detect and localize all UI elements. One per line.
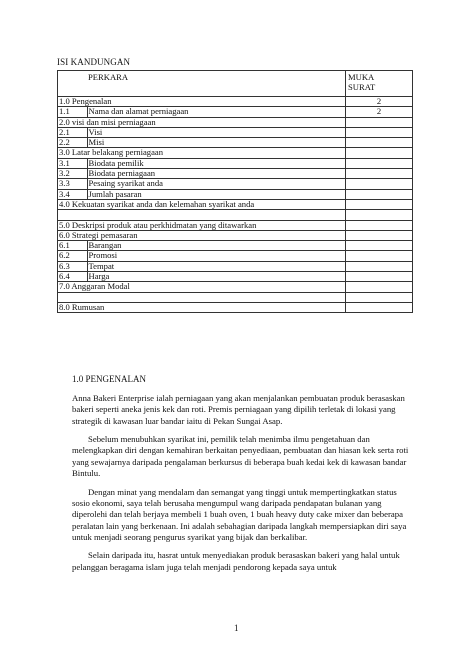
paragraph: Sebelum menubuhkan syarikat ini, pemilik telah menimba ilmu pengetahuan dan melengkapkan diri dengan kemahiran berkaitan penyediaan, pembuatan dan hiasan kek serta roti yang sewajarnya daripada pengalaman berkursus di beberapa buah kedai kek di kawasan bandar Bintulu.: [72, 434, 409, 479]
toc-entry-page: [346, 138, 413, 148]
toc-row: [58, 189, 413, 199]
toc-entry-page: [346, 282, 413, 292]
toc-row: [58, 97, 413, 107]
toc-table: [57, 70, 413, 313]
page-number: 1: [234, 623, 239, 633]
toc-entry-label: 8.0 Rumusan: [58, 302, 346, 312]
toc-entry-number: 3.3: [58, 179, 88, 189]
toc-entry-page: [346, 241, 413, 251]
toc-row: [58, 210, 413, 220]
toc-blank-cell: [58, 210, 346, 220]
toc-entry-label: Promosi: [87, 251, 346, 261]
toc-entry-page: [346, 148, 413, 158]
toc-entry-page: [346, 199, 413, 209]
toc-entry-page: [346, 169, 413, 179]
toc-row: [58, 179, 413, 189]
paragraph: Dengan minat yang mendalam dan semangat yang tinggi untuk mempertingkatkan status sosio ekonomi, saya telah berusaha mengumpul wang daripada pendapatan bulanan yang diperolehi dan telah berjaya membeli 1 buah oven, 1 buah heavy duty cake mixer dan beberapa peralatan lain yang berkenaan. Ini adalah sebahagian daripada langkah mempersiapkan diri saya untuk menjadi seorang pengurus syarikat yang bijak dan berkalibar.: [72, 486, 407, 542]
toc-entry-page: 2: [346, 97, 413, 107]
toc-row: [58, 292, 413, 302]
toc-entry-page: [346, 220, 413, 230]
toc-entry-number: 3.2: [58, 169, 88, 179]
toc-row: [58, 241, 413, 251]
body-text: [72, 393, 414, 580]
toc-entry-label: Jumlah pasaran: [87, 189, 346, 199]
toc-entry-number: 3.4: [58, 189, 88, 199]
toc-row: [58, 199, 413, 209]
toc-row: [58, 230, 413, 240]
toc-entry-label: Biodata perniagaan: [87, 169, 346, 179]
toc-header-spacer: [58, 71, 88, 97]
toc-entry-label: 6.0 Strategi pemasaran: [58, 230, 346, 240]
toc-title: ISI KANDUNGAN: [57, 57, 131, 67]
toc-entry-label: 2.0 visi dan misi perniagaan: [58, 117, 346, 127]
toc-blank-cell: [346, 292, 413, 302]
toc-entry-number: 6.3: [58, 261, 88, 271]
toc-entry-label: Pesaing syarikat anda: [87, 179, 346, 189]
toc-row: [58, 261, 413, 271]
toc-entry-page: [346, 230, 413, 240]
toc-row: [58, 251, 413, 261]
toc-row: [58, 107, 413, 117]
toc-entry-page: [346, 158, 413, 168]
toc-entry-number: 2.2: [58, 138, 88, 148]
toc-row: [58, 127, 413, 137]
toc-row: [58, 169, 413, 179]
toc-entry-page: [346, 302, 413, 312]
toc-entry-page: 2: [346, 107, 413, 117]
toc-entry-page: [346, 189, 413, 199]
paragraph: Anna Bakeri Enterprise ialah perniagaan yang akan menjalankan pembuatan produk berasaskan bakeri seperti aneka jenis kek dan roti. Premis perniagaan yang dipilih terletak di lokasi yang strategik di kawasan luar bandar iaitu di Pekan Sungai Asap.: [72, 393, 405, 426]
toc-entry-label: Harga: [87, 272, 346, 282]
toc-entry-label: Visi: [87, 127, 346, 137]
toc-entry-label: Barangan: [87, 241, 346, 251]
toc-entry-number: 6.4: [58, 272, 88, 282]
toc-entry-label: Nama dan alamat perniagaan: [87, 107, 346, 117]
toc-entry-number: 3.1: [58, 158, 88, 168]
toc-row: [58, 220, 413, 230]
toc-entry-number: 1.1: [58, 107, 88, 117]
toc-entry-label: 4.0 Kekuatan syarikat anda dan kelemahan syarikat anda: [58, 199, 346, 209]
toc-entry-page: [346, 127, 413, 137]
toc-entry-page: [346, 261, 413, 271]
paragraph: Selain daripada itu, hasrat untuk menyediakan produk berasaskan bakeri yang halal untuk pelanggan beragama islam juga telah menjadi pendorong kepada saya untuk: [72, 550, 400, 572]
toc-row: [58, 158, 413, 168]
toc-entry-page: [346, 179, 413, 189]
toc-entry-label: Misi: [87, 138, 346, 148]
toc-row: [58, 272, 413, 282]
toc-entry-label: 7.0 Anggaran Modal: [58, 282, 346, 292]
toc-entry-label: Tempat: [87, 261, 346, 271]
toc-entry-label: 1.0 Pengenalan: [58, 97, 346, 107]
toc-row: [58, 138, 413, 148]
toc-entry-page: [346, 251, 413, 261]
toc-row: [58, 148, 413, 158]
toc-blank-cell: [58, 292, 346, 302]
toc-row: [58, 117, 413, 127]
toc-entry-number: 6.2: [58, 251, 88, 261]
toc-blank-cell: [346, 210, 413, 220]
toc-header-perkara: PERKARA: [87, 71, 346, 97]
toc-row: [58, 282, 413, 292]
toc-entry-number: 6.1: [58, 241, 88, 251]
toc-entry-label: 5.0 Deskripsi produk atau perkhidmatan yang ditawarkan: [58, 220, 346, 230]
toc-entry-page: [346, 272, 413, 282]
toc-entry-label: 3.0 Latar belakang perniagaan: [58, 148, 346, 158]
section-heading: 1.0 PENGENALAN: [72, 374, 146, 384]
toc-entry-number: 2.1: [58, 127, 88, 137]
toc-row: [58, 302, 413, 312]
toc-entry-label: Biodata pemilik: [87, 158, 346, 168]
toc-header-muka-surat: MUKA SURAT: [346, 71, 413, 97]
toc-header-row: [58, 71, 413, 97]
toc-entry-page: [346, 117, 413, 127]
